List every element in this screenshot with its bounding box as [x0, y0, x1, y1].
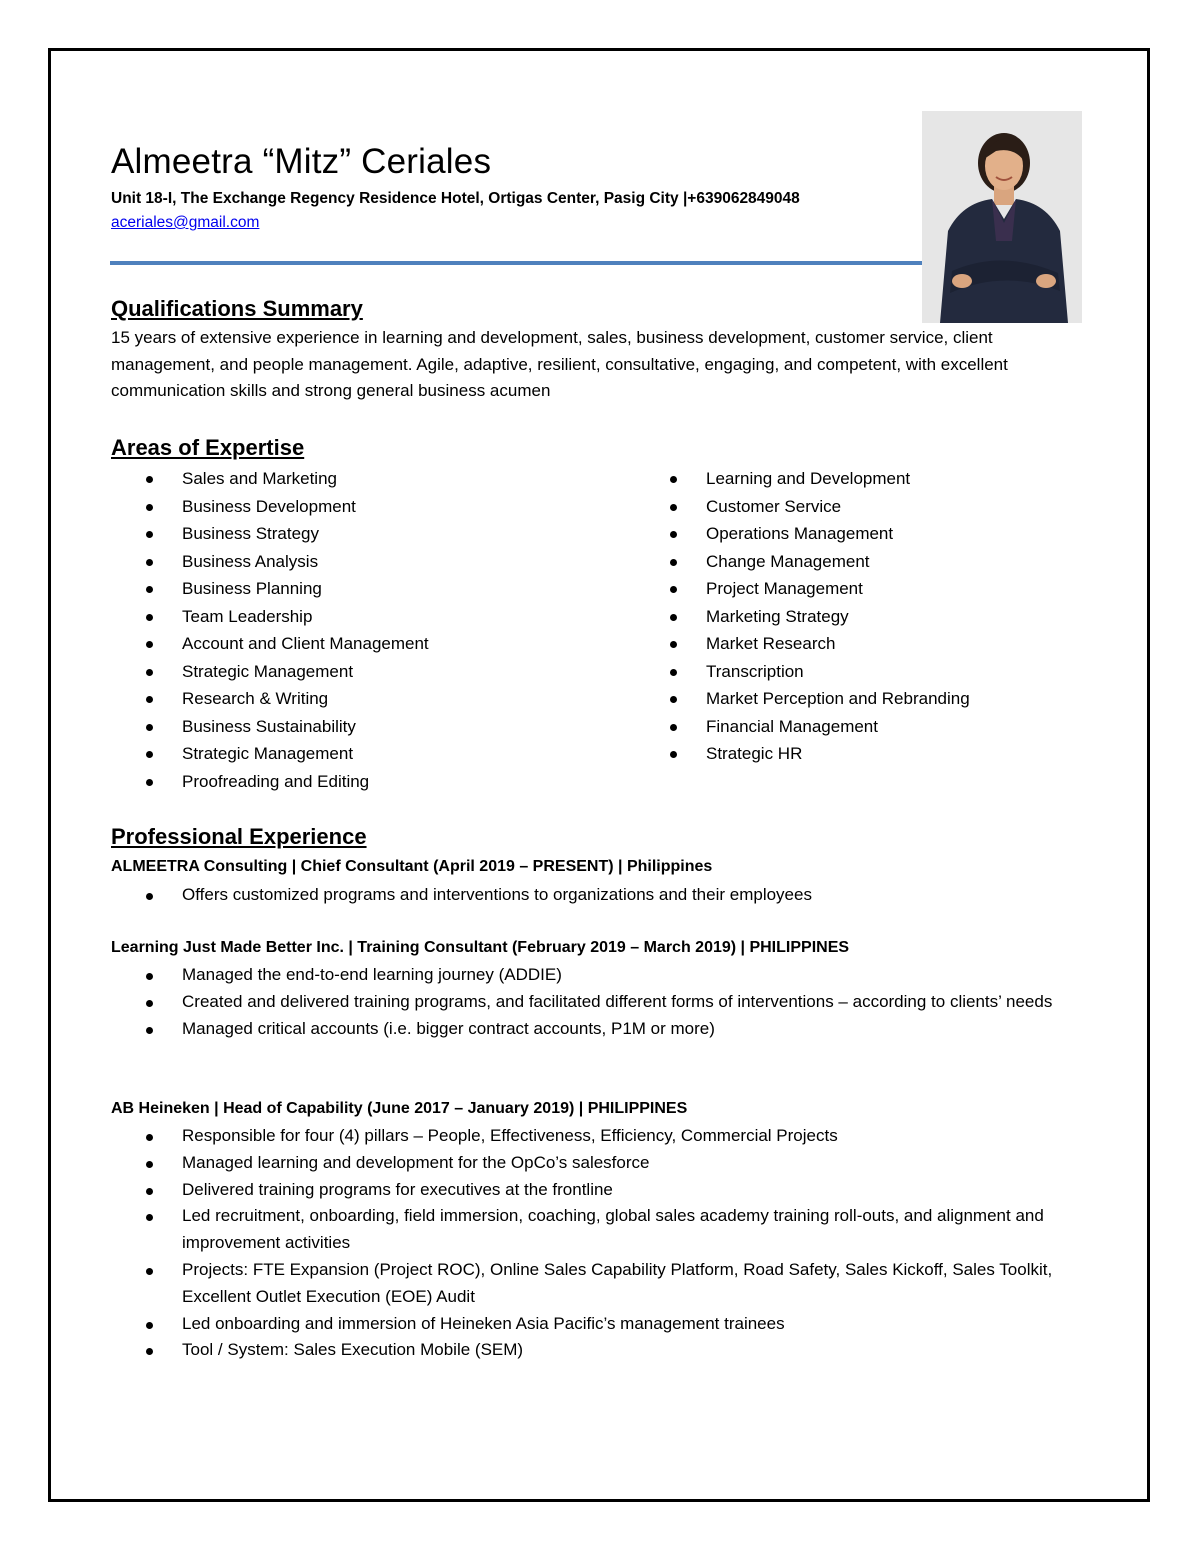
bullet-icon	[670, 696, 677, 703]
bullet-icon	[146, 696, 153, 703]
list-item-text: Strategic Management	[182, 661, 354, 681]
list-item	[111, 1257, 1091, 1311]
list-item-text: Market Research	[706, 634, 836, 653]
bullet-icon	[146, 1134, 153, 1141]
email-link[interactable]: aceriales@gmail.com	[111, 214, 260, 231]
bullet-icon	[146, 893, 153, 900]
list-item-text: Project Management	[706, 579, 863, 598]
bullet-icon	[670, 504, 677, 511]
list-item-text: Strategic HR	[706, 744, 803, 763]
bullet-icon	[146, 476, 153, 483]
list-item-text: Projects: FTE Expansion (Project ROC), Online Sales Capability Platform, Road Safety, Sales Kickoff, Sales Toolkit, Excellent Outlet Execution (EOE) Audit	[182, 1259, 1053, 1306]
bullet-icon	[670, 751, 677, 758]
list-item-text: Business Development	[182, 496, 356, 516]
list-item	[635, 740, 1095, 768]
bullet-icon	[146, 586, 153, 593]
job-bullets	[111, 962, 1091, 1042]
bullet-icon	[146, 1000, 153, 1007]
list-item-text: Led recruitment, onboarding, field immersion, coaching, global sales academy training roll-outs, and alignment and improvement activities	[182, 1206, 1044, 1253]
bullet-icon	[146, 641, 153, 648]
bullet-icon	[146, 1027, 153, 1034]
list-item	[635, 548, 1095, 576]
list-item-text: Marketing Strategy	[706, 606, 849, 626]
bullet-icon	[146, 531, 153, 538]
list-item-text: Sales and Marketing	[182, 469, 337, 488]
list-item-text: Customer Service	[706, 496, 842, 516]
bullet-icon	[146, 779, 153, 786]
list-item	[111, 740, 631, 768]
list-item	[635, 520, 1095, 548]
list-item-text: Transcription	[706, 661, 804, 681]
email-line	[111, 212, 259, 234]
list-item	[111, 1150, 1091, 1177]
list-item	[111, 962, 1091, 989]
bullet-icon	[146, 1268, 153, 1275]
bullet-icon	[670, 641, 677, 648]
list-item	[635, 685, 1095, 713]
list-item-text: Operations Management	[706, 524, 894, 543]
list-item	[111, 520, 631, 548]
list-item-text: Created and delivered training programs, and facilitated different forms of interventions – according to clients’ needs	[182, 991, 1053, 1011]
job-bullets	[111, 1123, 1091, 1364]
list-item-text: Business Analysis	[182, 551, 319, 571]
list-item	[111, 1311, 1091, 1338]
list-item	[111, 685, 631, 713]
list-item	[111, 465, 631, 493]
list-item-text: Business Strategy	[182, 524, 320, 543]
job-title: ALMEETRA Consulting | Chief Consultant (April 2019 – PRESENT) | Philippines	[111, 858, 713, 875]
list-item-text: Led onboarding and immersion of Heineken Asia Pacific’s management trainees	[182, 1313, 785, 1333]
list-item	[635, 603, 1095, 631]
bullet-icon	[670, 531, 677, 538]
bullet-icon	[670, 669, 677, 676]
bullet-icon	[670, 586, 677, 593]
list-item-text: Managed learning and development for the OpCo’s salesforce	[182, 1152, 650, 1172]
list-item-text: Tool / System: Sales Execution Mobile (SEM)	[182, 1340, 524, 1360]
list-item	[111, 1016, 1091, 1043]
list-item-text: Responsible for four (4) pillars – People, Effectiveness, Efficiency, Commercial Projects	[182, 1126, 838, 1145]
list-item-text: Account and Client Management	[182, 634, 429, 653]
job-bullets	[111, 882, 1091, 909]
bullet-icon	[146, 1188, 153, 1195]
list-item	[635, 493, 1095, 521]
bullet-icon	[146, 1322, 153, 1329]
list-item	[111, 1123, 1091, 1150]
bullet-icon	[146, 724, 153, 731]
list-item-text: Managed the end-to-end learning journey (ADDIE)	[182, 965, 562, 984]
bullet-icon	[146, 559, 153, 566]
list-item-text: Market Perception and Rebranding	[706, 689, 970, 708]
bullet-icon	[670, 724, 677, 731]
list-item-text: Delivered training programs for executives at the frontline	[182, 1179, 613, 1199]
list-item-text: Research & Writing	[182, 689, 329, 708]
list-item	[111, 603, 631, 631]
bullet-icon	[146, 669, 153, 676]
bullet-icon	[146, 1348, 153, 1355]
bullet-icon	[146, 504, 153, 511]
qualifications-text: 15 years of extensive experience in learning and development, sales, business development, customer service, client management, and people management. Agile, adaptive, resilient, consultative, engaging, and competent, with excellent communication skills and strong general business acumen	[111, 328, 1008, 400]
list-item-text: Business Sustainability	[182, 716, 356, 736]
bullet-icon	[146, 973, 153, 980]
profile-photo	[922, 111, 1082, 323]
bullet-icon	[670, 559, 677, 566]
bullet-icon	[670, 614, 677, 621]
list-item-text: Financial Management	[706, 716, 878, 736]
list-item	[111, 658, 631, 686]
list-item-text: Strategic Management	[182, 744, 354, 763]
bullet-icon	[146, 1161, 153, 1168]
list-item	[111, 575, 631, 603]
list-item-text: Business Planning	[182, 579, 322, 598]
qualifications-heading: Qualifications Summary	[111, 296, 363, 321]
list-item	[635, 658, 1095, 686]
job-title: AB Heineken | Head of Capability (June 2017 – January 2019) | PHILIPPINES	[111, 1100, 688, 1117]
list-item	[111, 1203, 1091, 1257]
expertise-list-right	[635, 465, 1095, 768]
list-item-text: Change Management	[706, 551, 870, 571]
list-item	[111, 882, 1091, 909]
bullet-icon	[146, 751, 153, 758]
bullet-icon	[146, 1214, 153, 1221]
expertise-heading: Areas of Expertise	[111, 435, 305, 460]
list-item-text: Team Leadership	[182, 606, 313, 626]
list-item	[635, 713, 1095, 741]
list-item-text: Managed critical accounts (i.e. bigger contract accounts, P1M or more)	[182, 1018, 715, 1038]
list-item	[111, 1337, 1091, 1364]
list-item	[111, 713, 631, 741]
candidate-name: Almeetra “Mitz” Ceriales	[111, 142, 492, 181]
list-item	[111, 493, 631, 521]
experience-heading: Professional Experience	[111, 824, 367, 849]
expertise-list-left	[111, 465, 631, 795]
job-title: Learning Just Made Better Inc. | Training Consultant (February 2019 – March 2019) | PHILIPPINES	[111, 939, 850, 956]
list-item-text: Proofreading and Editing	[182, 771, 370, 791]
list-item	[111, 1177, 1091, 1204]
list-item-text: Learning and Development	[706, 469, 911, 488]
list-item	[635, 575, 1095, 603]
list-item	[635, 465, 1095, 493]
address-phone: Unit 18-I, The Exchange Regency Residence Hotel, Ortigas Center, Pasig City |+639062849048	[111, 190, 800, 207]
list-item-text: Offers customized programs and interventions to organizations and their employees	[182, 885, 812, 904]
list-item	[111, 768, 631, 796]
list-item	[111, 989, 1091, 1016]
list-item	[635, 630, 1095, 658]
list-item	[111, 630, 631, 658]
list-item	[111, 548, 631, 576]
bullet-icon	[670, 476, 677, 483]
bullet-icon	[146, 614, 153, 621]
